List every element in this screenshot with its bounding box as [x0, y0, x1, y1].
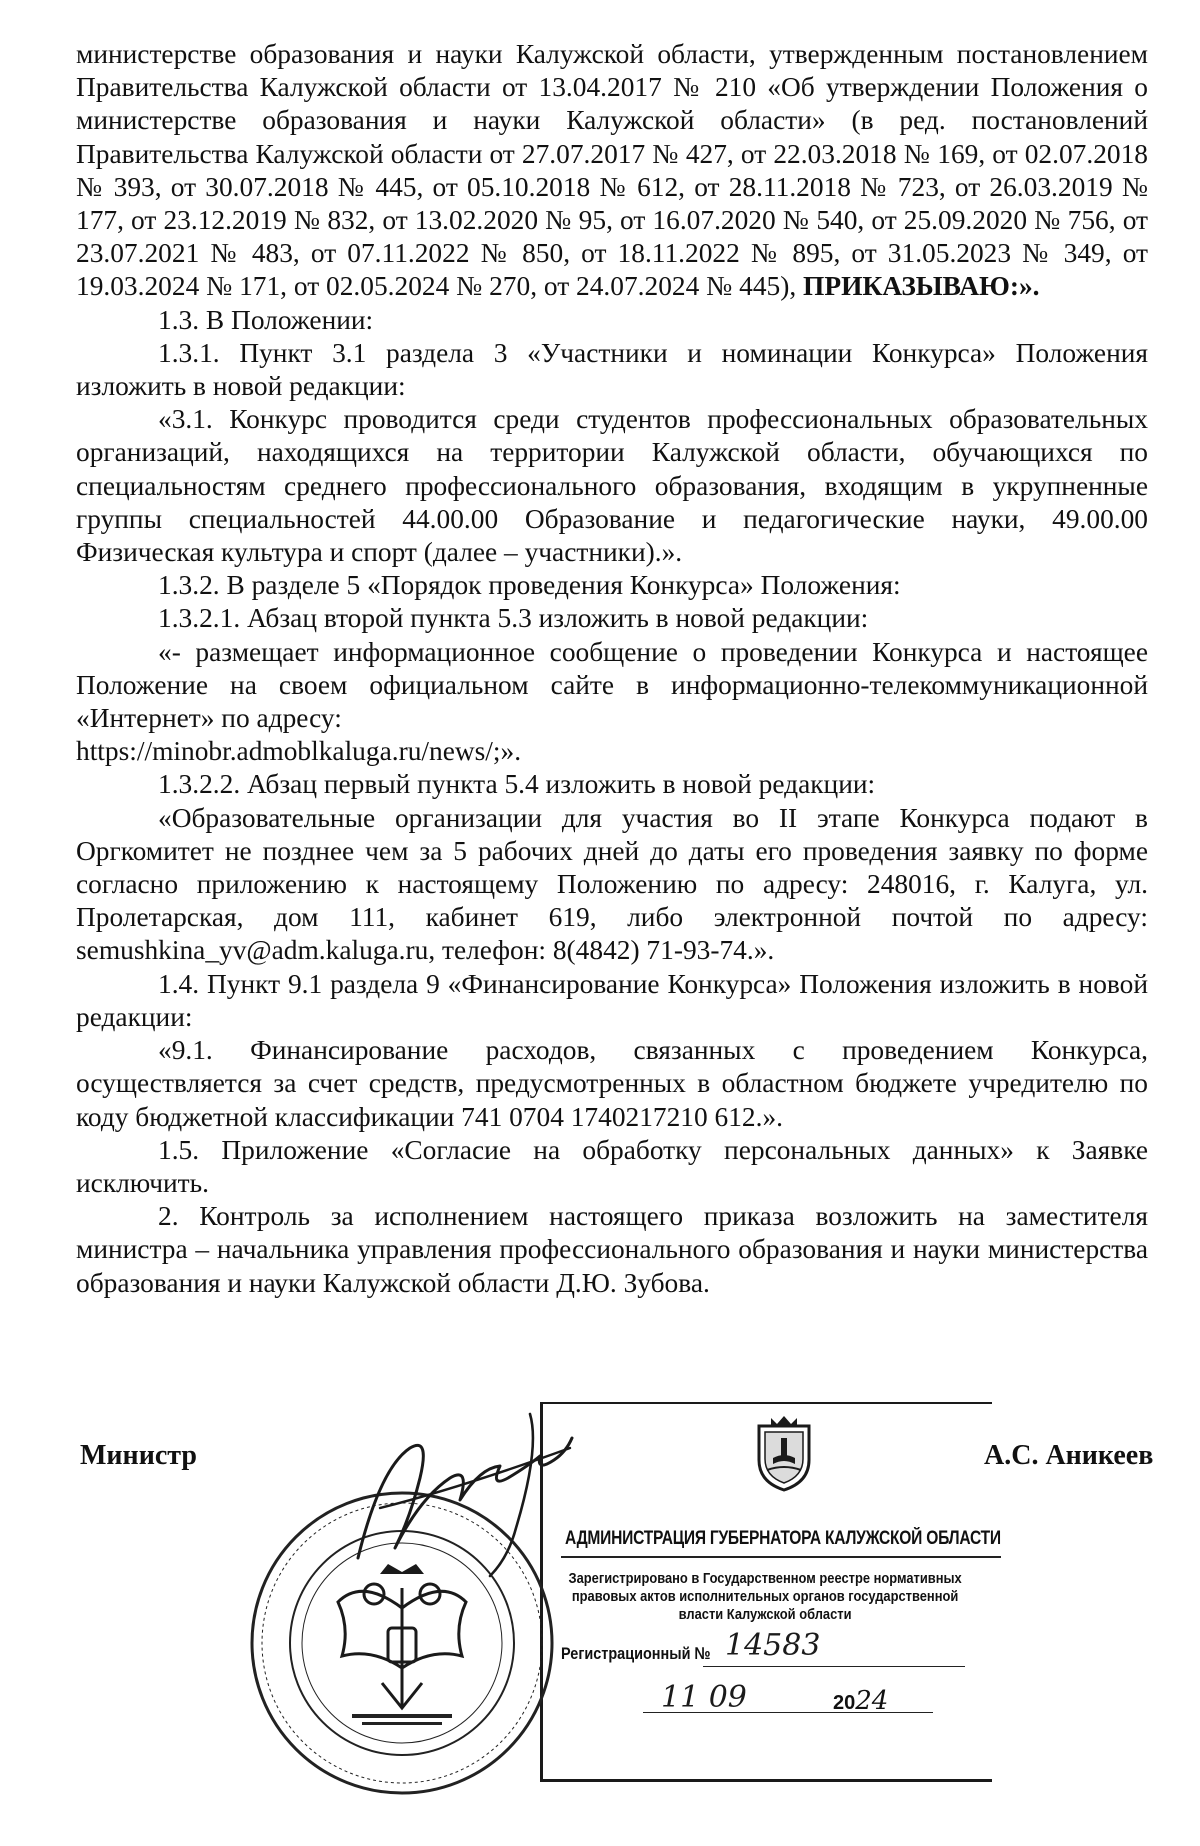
handwritten-signature-icon	[340, 1408, 580, 1578]
signatory-name: А.С. Аникеев	[984, 1440, 1154, 1471]
paragraph-text: министерстве образования и науки Калужской области, утвержденным постановлением Правительства Калужской области от 13.04.2017 № 210 «Об утверждении Положения о министерстве образования и науки Калужской области» (в ред. постановлений Правительства Калужской области от 27.07.2017 № 427, от 22.03.2018 № 169, от 02.07.2018 № 393, от 30.07.2018 № 445, от 05.10.2018 № 612, от 28.11.2018 № 723, от 26.03.2019 № 177, от 23.12.2019 № 832, от 13.02.2020 № 95, от 16.07.2020 № 540, от 25.09.2020 № 756, от 23.07.2021 № 483, от 07.11.2022 № 850, от 18.11.2022 № 895, от 31.05.2023 № 349, от 19.03.2024 № 171, от 02.05.2024 № 270, от 24.07.2024 № 445),	[76, 39, 1148, 302]
paragraph-quote: «3.1. Конкурс проводится среди студентов профессиональных образовательных организаций, находящихся на территории Калужской области, обучающихся по специальностям среднего профессионального образования, входящим в укрупненные группы специальностей 44.00.00 Образование и педагогические науки, 49.00.00 Физическая культура и спорт (далее – участники).».	[76, 404, 1148, 568]
registration-stamp	[540, 1402, 1001, 1782]
stamp-organization: АДМИНИСТРАЦИЯ ГУБЕРНАТОРА КАЛУЖСКОЙ ОБЛАСТИ	[565, 1528, 1001, 1549]
paragraph-quote: «Образовательные организации для участия во II этапе Конкурса подают в Оргкомитет не позднее чем за 5 рабочих дней до даты его проведения заявку по форме согласно приложению к настоящему Положению по адресу: 248016, г. Калуга, ул. Пролетарская, дом 111, кабинет 619, либо электронной почтой по адресу: semushkina_yv@adm.kaluga.ru, телефон: 8(4842) 71-93-74.».	[76, 802, 1148, 966]
stamp-date: 11 09	[661, 1680, 747, 1715]
paragraph-preamble	[76, 38, 1148, 304]
stamp-reg-number-label: Регистрационный №	[561, 1644, 711, 1663]
paragraph-quote: «9.1. Финансирование расходов, связанных с проведением Конкурса, осуществляется за счет средств, предусмотренных в областном бюджете учредителю по коду бюджетной классификации 741 0704 1740217210 612.».	[76, 1035, 1148, 1132]
paragraph: 2. Контроль за исполнением настоящего приказа возложить на заместителя министра – начальника управления профессионального образования и науки министерства образования и науки Калужской области Д.Ю. Зубова.	[76, 1201, 1148, 1298]
coat-of-arms-icon	[751, 1412, 817, 1492]
stamp-divider	[561, 1556, 1001, 1558]
paragraph: 1.4. Пункт 9.1 раздела 9 «Финансирование Конкурса» Положения изложить в новой редакции:	[76, 968, 1148, 1032]
stamp-year-handwritten: 24	[855, 1686, 889, 1716]
stamp-description: Зарегистрировано в Государственном реестре нормативных правовых актов исполнительных органов государственной власти Калужской области	[568, 1570, 962, 1623]
paragraph: 1.3.2. В разделе 5 «Порядок проведения Конкурса» Положения:	[158, 570, 901, 601]
paragraph: 1.3. В Положении:	[158, 304, 374, 335]
signatory-position: Министр	[80, 1440, 197, 1471]
stamp-reg-number: 14583	[725, 1628, 821, 1663]
order-keyword: ПРИКАЗЫВАЮ:».	[803, 271, 1040, 302]
document-body	[76, 38, 1148, 1300]
stamp-year-prefix: 20	[833, 1692, 856, 1714]
paragraph: 1.3.2.1. Абзац второй пункта 5.3 изложить в новой редакции:	[158, 603, 869, 634]
stamp-reg-number-line	[703, 1666, 965, 1667]
paragraph: 1.5. Приложение «Согласие на обработку персональных данных» к Заявке исключить.	[76, 1134, 1148, 1198]
paragraph: 1.3.1. Пункт 3.1 раздела 3 «Участники и номинации Конкурса» Положения изложить в новой редакции:	[76, 337, 1148, 402]
website-address: https://minobr.admoblkaluga.ru/news/;».	[76, 736, 522, 767]
paragraph: 1.3.2.2. Абзац первый пункта 5.4 изложить в новой редакции:	[158, 769, 876, 800]
stamp-year	[833, 1686, 888, 1716]
paragraph-quote: «- размещает информационное сообщение о проведении Конкурса и настоящее Положение на своем официальном сайте в информационно-телекоммуникационной «Интернет» по адресу:	[76, 636, 1148, 734]
